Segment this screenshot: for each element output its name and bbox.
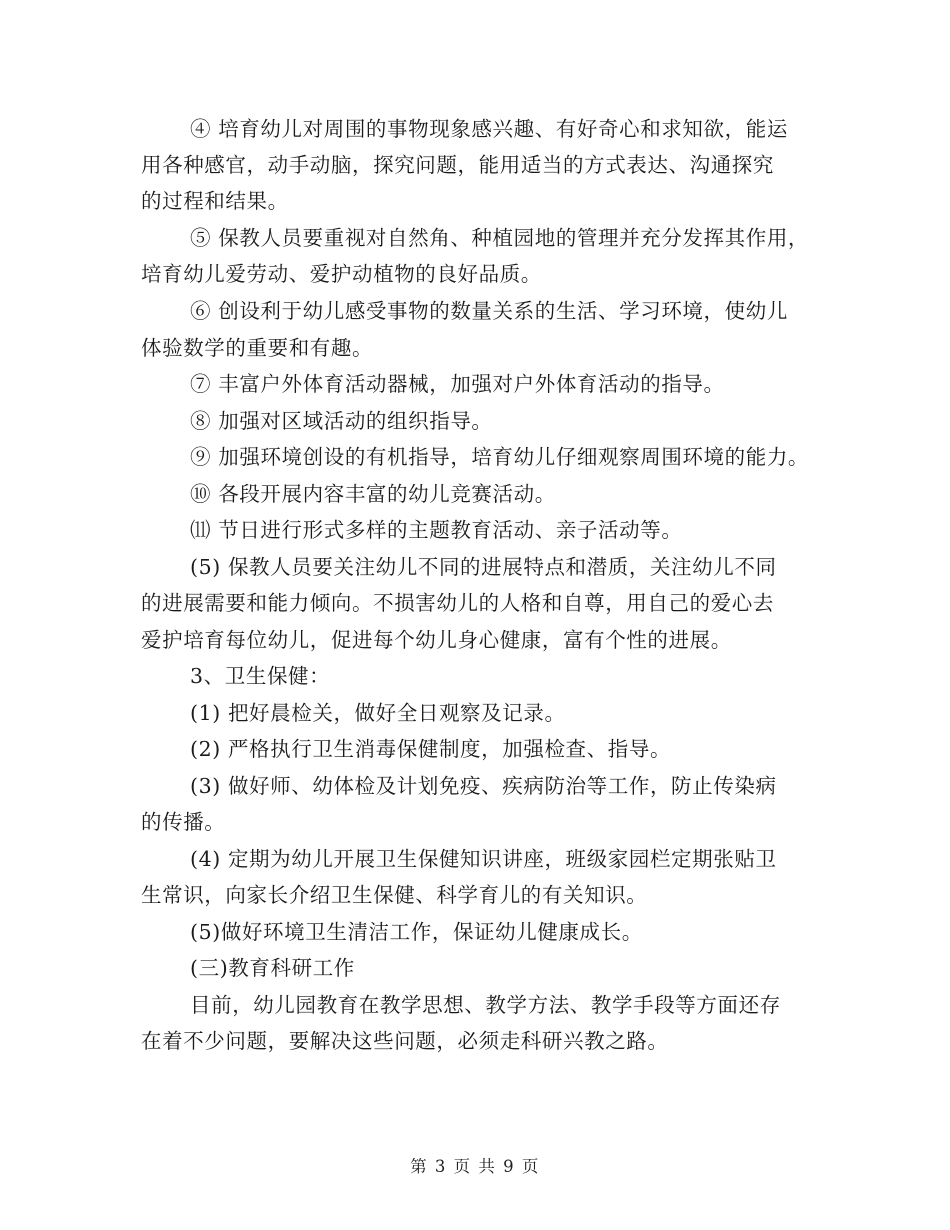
paragraph-line: ⑥ 创设利于幼儿感受事物的数量关系的生活、学习环境，使幼儿	[190, 299, 788, 323]
paragraph-line: (2) 严格执行卫生消毒保健制度，加强检查、指导。	[190, 737, 672, 761]
paragraph-line: ⑩ 各段开展内容丰富的幼儿竞赛活动。	[190, 482, 556, 506]
paragraph-line: 在着不少问题，要解决这些问题，必须走科研兴教之路。	[141, 1029, 669, 1053]
paragraph-line: 体验数学的重要和有趣。	[141, 336, 374, 360]
paragraph-line: (1) 把好晨检关，做好全日观察及记录。	[190, 701, 566, 725]
paragraph-line: 爱护培育每位幼儿，促进每个幼儿身心健康，富有个性的进展。	[141, 628, 732, 652]
paragraph-line: 的传播。	[141, 810, 226, 834]
page-number-footer: 第 3 页 共 9 页	[410, 1157, 540, 1176]
paragraph-line: 的过程和结果。	[141, 189, 289, 213]
paragraph-line: ④ 培育幼儿对周围的事物现象感兴趣、有好奇心和求知欲，能运	[190, 117, 788, 141]
paragraph-line: 用各种感官，动手动脑，探究问题，能用适当的方式表达、沟通探究	[141, 153, 774, 177]
paragraph-line: 目前，幼儿园教育在教学思想、教学方法、教学手段等方面还存	[190, 993, 781, 1017]
paragraph-line: (5)做好环境卫生清洁工作，保证幼儿健康成长。	[190, 920, 643, 944]
paragraph-line: ⑨ 加强环境创设的有机指导，培育幼儿仔细观察周围环境的能力。	[190, 445, 810, 469]
paragraph-line: (3) 做好师、幼体检及计划免疫、疾病防治等工作，防止传染病	[190, 774, 777, 798]
paragraph-line: ⑦ 丰富户外体育活动器械，加强对户外体育活动的指导。	[190, 372, 725, 396]
paragraph-line: ⑧ 加强对区域活动的组织指导。	[190, 409, 493, 433]
paragraph-line: ⑤ 保教人员要重视对自然角、种植园地的管理并充分发挥其作用，	[190, 226, 810, 250]
paragraph-line: (5) 保教人员要关注幼儿不同的进展特点和潜质，关注幼儿不同	[190, 555, 777, 579]
paragraph-line: 培育幼儿爱劳动、爱护动植物的良好品质。	[141, 262, 542, 286]
paragraph-line: 生常识，向家长介绍卫生保健、科学育儿的有关知识。	[141, 883, 648, 907]
paragraph-line: (4) 定期为幼儿开展卫生保健知识讲座，班级家园栏定期张贴卫	[190, 847, 777, 871]
paragraph-line: ⑾ 节日进行形式多样的主题教育活动、亲子活动等。	[190, 518, 683, 542]
paragraph-line: 的进展需要和能力倾向。不损害幼儿的人格和自尊，用自己的爱心去	[141, 591, 774, 615]
section-heading: (三)教育科研工作	[190, 956, 355, 980]
section-heading: 3、卫生保健：	[190, 664, 331, 688]
